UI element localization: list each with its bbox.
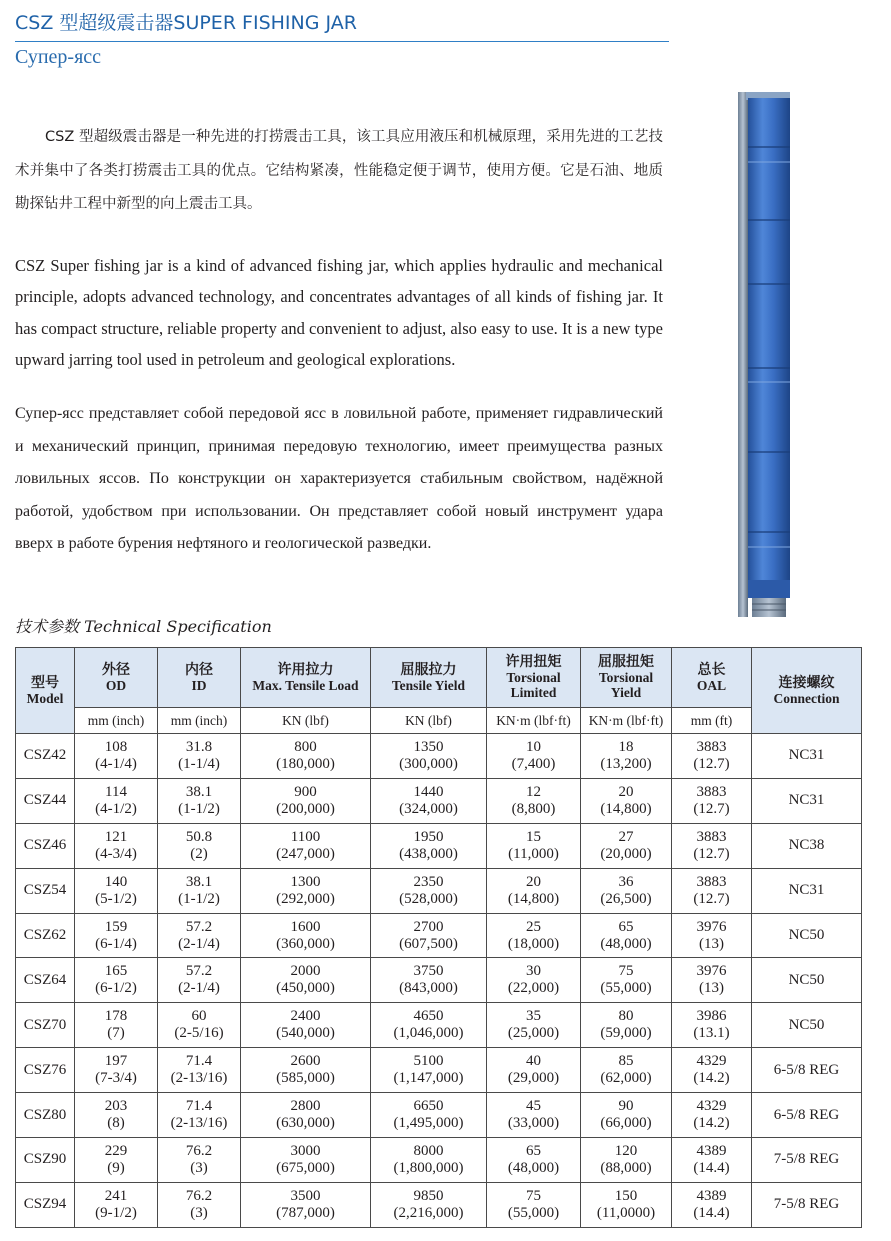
metric-value: 35 — [526, 1008, 541, 1025]
metric-value: 121 — [104, 828, 128, 845]
cell-tensile-load — [241, 1048, 371, 1093]
cell-od — [75, 734, 158, 779]
cell-tensile-yield — [371, 1093, 487, 1138]
cell-oal — [672, 823, 752, 868]
imperial-value: (5-1/2) — [95, 890, 137, 907]
cell-oal — [672, 1048, 752, 1093]
cell-torsional-yield — [581, 868, 672, 913]
imperial-value: (324,000) — [399, 800, 458, 817]
header-od: 外径 OD — [75, 648, 158, 708]
cell-od — [75, 1093, 158, 1138]
metric-value: 2600 — [290, 1053, 321, 1070]
table-row — [16, 1048, 862, 1093]
unit-od: mm (inch) — [75, 708, 158, 734]
cell-tensile-yield — [371, 868, 487, 913]
metric-value: 25 — [526, 918, 541, 935]
imperial-value: (7,400) — [511, 755, 556, 772]
cell-torsional-yield — [581, 913, 672, 958]
title-divider — [15, 41, 669, 42]
cell-connection: NC50 — [752, 958, 862, 1003]
metric-value: 1440 — [413, 783, 444, 800]
cell-oal — [672, 913, 752, 958]
cell-model: CSZ62 — [16, 913, 75, 958]
table-row — [16, 958, 862, 1003]
metric-value: 165 — [104, 963, 128, 980]
cell-tensile-load — [241, 868, 371, 913]
imperial-value: (14.4) — [693, 1204, 730, 1221]
metric-value: 3750 — [413, 963, 444, 980]
cell-id — [158, 1182, 241, 1227]
imperial-value: (59,000) — [600, 1025, 652, 1042]
metric-value: 40 — [526, 1053, 541, 1070]
metric-value: 3500 — [290, 1187, 321, 1204]
cell-oal — [672, 734, 752, 779]
cell-tensile-yield — [371, 958, 487, 1003]
metric-value: 140 — [104, 873, 128, 890]
unit-torsional-yield: KN·m (lbf·ft) — [581, 708, 672, 734]
cell-tensile-load — [241, 958, 371, 1003]
imperial-value: (18,000) — [507, 935, 560, 952]
imperial-value: (2,216,000) — [393, 1204, 464, 1221]
imperial-value: (630,000) — [276, 1115, 335, 1132]
imperial-value: (13,200) — [600, 755, 652, 772]
imperial-value: (585,000) — [276, 1070, 335, 1087]
cell-oal — [672, 868, 752, 913]
metric-value: 1100 — [290, 828, 321, 845]
cell-tensile-yield — [371, 913, 487, 958]
unit-id: mm (inch) — [158, 708, 241, 734]
cell-torsional-limited — [487, 913, 581, 958]
metric-value: 4650 — [413, 1008, 444, 1025]
imperial-value: (33,000) — [507, 1115, 560, 1132]
cell-torsional-limited — [487, 1003, 581, 1048]
imperial-value: (8,800) — [511, 800, 556, 817]
imperial-value: (607,500) — [399, 935, 458, 952]
metric-value: 4389 — [696, 1142, 727, 1159]
cell-id — [158, 1093, 241, 1138]
cell-torsional-limited — [487, 1048, 581, 1093]
table-row — [16, 868, 862, 913]
imperial-value: (300,000) — [399, 755, 458, 772]
metric-value: 178 — [104, 1008, 128, 1025]
metric-value: 38.1 — [185, 783, 213, 800]
cell-model: CSZ42 — [16, 734, 75, 779]
cell-tensile-yield — [371, 823, 487, 868]
metric-value: 2000 — [290, 963, 321, 980]
metric-value: 229 — [104, 1142, 128, 1159]
metric-value: 60 — [191, 1008, 207, 1025]
metric-value: 27 — [618, 828, 634, 845]
imperial-value: (7) — [107, 1025, 125, 1042]
imperial-value: (14,800) — [507, 890, 560, 907]
cell-torsional-yield — [581, 823, 672, 868]
cell-torsional-yield — [581, 1048, 672, 1093]
metric-value: 85 — [618, 1053, 634, 1070]
metric-value: 2800 — [290, 1098, 321, 1115]
metric-value: 3976 — [696, 963, 727, 980]
metric-value: 150 — [614, 1187, 638, 1204]
cell-tensile-load — [241, 1003, 371, 1048]
cell-id — [158, 1003, 241, 1048]
metric-value: 10 — [526, 738, 541, 755]
metric-value: 30 — [526, 963, 541, 980]
metric-value: 65 — [618, 918, 634, 935]
imperial-value: (450,000) — [276, 980, 335, 997]
header-connection: 连接螺纹 Connection — [752, 648, 862, 734]
cell-od — [75, 1048, 158, 1093]
imperial-value: (2-13/16) — [170, 1070, 228, 1087]
cell-tensile-load — [241, 1093, 371, 1138]
cell-torsional-yield — [581, 958, 672, 1003]
metric-value: 120 — [614, 1142, 638, 1159]
imperial-value: (55,000) — [600, 980, 652, 997]
metric-value: 3883 — [696, 873, 727, 890]
imperial-value: (1-1/4) — [178, 755, 220, 772]
metric-value: 80 — [618, 1008, 634, 1025]
cell-connection: NC31 — [752, 778, 862, 823]
metric-value: 1300 — [290, 873, 321, 890]
metric-value: 3883 — [696, 828, 727, 845]
imperial-value: (4-1/4) — [95, 755, 137, 772]
cell-tensile-yield — [371, 1048, 487, 1093]
cell-torsional-limited — [487, 778, 581, 823]
cell-tensile-load — [241, 1138, 371, 1183]
imperial-value: (3) — [190, 1204, 208, 1221]
cell-connection: 7-5/8 REG — [752, 1138, 862, 1183]
imperial-value: (14,800) — [600, 800, 652, 817]
metric-value: 3883 — [696, 738, 727, 755]
table-row — [16, 1182, 862, 1227]
cell-model: CSZ54 — [16, 868, 75, 913]
imperial-value: (843,000) — [399, 980, 458, 997]
imperial-value: (7-3/4) — [95, 1070, 137, 1087]
imperial-value: (360,000) — [276, 935, 335, 952]
metric-value: 900 — [294, 783, 317, 800]
imperial-value: (292,000) — [276, 890, 335, 907]
metric-value: 6650 — [413, 1098, 444, 1115]
metric-value: 800 — [294, 738, 317, 755]
cell-id — [158, 823, 241, 868]
metric-value: 1350 — [413, 738, 444, 755]
cell-model: CSZ46 — [16, 823, 75, 868]
header-torsional-limited: 许用扭矩 Torsional Limited — [487, 648, 581, 708]
cell-torsional-yield — [581, 778, 672, 823]
cell-torsional-limited — [487, 868, 581, 913]
cell-od — [75, 868, 158, 913]
cell-connection: 6-5/8 REG — [752, 1048, 862, 1093]
imperial-value: (26,500) — [600, 890, 652, 907]
metric-value: 18 — [618, 738, 634, 755]
cell-tensile-yield — [371, 1003, 487, 1048]
cell-oal — [672, 1138, 752, 1183]
metric-value: 159 — [104, 918, 128, 935]
imperial-value: (22,000) — [507, 980, 560, 997]
imperial-value: (62,000) — [600, 1070, 652, 1087]
cell-torsional-yield — [581, 1138, 672, 1183]
imperial-value: (1-1/2) — [178, 890, 220, 907]
table-row — [16, 1003, 862, 1048]
imperial-value: (11,0000) — [596, 1204, 656, 1221]
metric-value: 4329 — [696, 1098, 727, 1115]
metric-value: 4329 — [696, 1053, 727, 1070]
table-row — [16, 913, 862, 958]
imperial-value: (29,000) — [507, 1070, 560, 1087]
metric-value: 9850 — [413, 1187, 444, 1204]
metric-value: 1600 — [290, 918, 321, 935]
description-chinese: CSZ 型超级震击器是一种先进的打捞震击工具，该工具应用液压和机械原理，采用先进的工艺技术并集中了各类打捞震击工具的优点。它结构紧凑，性能稳定便于调节，使用方便。它是石油、地质勘探钻井工程中新型的向上震击工具。 — [15, 129, 663, 212]
cell-id — [158, 1138, 241, 1183]
imperial-value: (1,800,000) — [393, 1159, 464, 1176]
description-russian: Супер-ясс представляет собой передовой ясс в ловильной работе, применяет гидравлический и механический принцип, принимая передовую технологию, имеет преимущества разных ловильных яссов. По конструкции он характеризуется стабильным свойством, надёжной работой, удобством при использовании. Он представляет собой новый инструмент удара вверх в работе бурения нефтяного и геологической разведки. — [15, 405, 663, 553]
metric-value: 36 — [618, 873, 634, 890]
metric-value: 3986 — [696, 1008, 727, 1025]
metric-value: 20 — [618, 783, 634, 800]
cell-model: CSZ90 — [16, 1138, 75, 1183]
imperial-value: (6-1/4) — [95, 935, 137, 952]
table-row — [16, 823, 862, 868]
imperial-value: (540,000) — [276, 1025, 335, 1042]
cell-od — [75, 1003, 158, 1048]
imperial-value: (1,147,000) — [393, 1070, 464, 1087]
imperial-value: (787,000) — [276, 1204, 335, 1221]
unit-oal: mm (ft) — [672, 708, 752, 734]
header-id: 内径 ID — [158, 648, 241, 708]
cell-model: CSZ94 — [16, 1182, 75, 1227]
imperial-value: (12.7) — [693, 755, 730, 772]
cell-connection: NC31 — [752, 734, 862, 779]
cell-connection: 6-5/8 REG — [752, 1093, 862, 1138]
imperial-value: (12.7) — [693, 800, 730, 817]
metric-value: 65 — [526, 1142, 541, 1159]
imperial-value: (14.4) — [693, 1159, 730, 1176]
metric-value: 1950 — [413, 828, 444, 845]
imperial-value: (2) — [190, 845, 208, 862]
table-row — [16, 1093, 862, 1138]
cell-torsional-yield — [581, 1003, 672, 1048]
metric-value: 76.2 — [185, 1142, 213, 1159]
cell-od — [75, 823, 158, 868]
cell-od — [75, 1182, 158, 1227]
cell-torsional-yield — [581, 1093, 672, 1138]
spec-table — [15, 647, 862, 1228]
imperial-value: (1,495,000) — [393, 1115, 464, 1132]
cell-id — [158, 734, 241, 779]
imperial-value: (14.2) — [693, 1115, 730, 1132]
cell-id — [158, 778, 241, 823]
imperial-value: (247,000) — [276, 845, 335, 862]
metric-value: 114 — [105, 783, 127, 800]
cell-torsional-limited — [487, 1138, 581, 1183]
header-torsional-yield: 屈服扭矩 Torsional Yield — [581, 648, 672, 708]
page-subtitle: Супер-ясс — [15, 46, 102, 68]
metric-value: 108 — [104, 738, 128, 755]
imperial-value: (20,000) — [600, 845, 652, 862]
table-row — [16, 734, 862, 779]
imperial-value: (200,000) — [276, 800, 335, 817]
table-unit-row — [16, 708, 862, 734]
imperial-value: (55,000) — [507, 1204, 560, 1221]
metric-value: 71.4 — [185, 1098, 213, 1115]
imperial-value: (88,000) — [600, 1159, 652, 1176]
cell-tensile-load — [241, 913, 371, 958]
description-english: CSZ Super fishing jar is a kind of advanced fishing jar, which applies hydraulic and mechanical principle, adopts advanced technology, and concentrates advantages of all kinds of fishing jar. It has compact structure, reliable property and convenient to adjust, also easy to use. It is a new type upward jarring tool used in petroleum and geological explorations. — [15, 256, 663, 369]
cell-torsional-limited — [487, 823, 581, 868]
imperial-value: (6-1/2) — [95, 980, 137, 997]
imperial-value: (14.2) — [693, 1070, 730, 1087]
metric-value: 31.8 — [185, 738, 213, 755]
imperial-value: (2-13/16) — [170, 1115, 228, 1132]
header-oal: 总长 OAL — [672, 648, 752, 708]
metric-value: 90 — [618, 1098, 634, 1115]
metric-value: 4389 — [696, 1187, 727, 1204]
cell-model: CSZ80 — [16, 1093, 75, 1138]
imperial-value: (528,000) — [399, 890, 458, 907]
imperial-value: (3) — [190, 1159, 208, 1176]
header-tensile-yield: 屈服拉力 Tensile Yield — [371, 648, 487, 708]
cell-connection: NC38 — [752, 823, 862, 868]
metric-value: 12 — [526, 783, 541, 800]
imperial-value: (13) — [699, 980, 724, 997]
metric-value: 8000 — [413, 1142, 444, 1159]
metric-value: 5100 — [413, 1053, 444, 1070]
metric-value: 2700 — [413, 918, 444, 935]
imperial-value: (66,000) — [600, 1115, 652, 1132]
imperial-value: (1,046,000) — [393, 1025, 464, 1042]
cell-od — [75, 913, 158, 958]
table-header-row — [16, 648, 862, 708]
cell-tensile-yield — [371, 1138, 487, 1183]
cell-od — [75, 1138, 158, 1183]
imperial-value: (438,000) — [399, 845, 458, 862]
metric-value: 71.4 — [185, 1053, 213, 1070]
imperial-value: (2-1/4) — [178, 935, 220, 952]
metric-value: 3976 — [696, 918, 727, 935]
imperial-value: (48,000) — [600, 935, 652, 952]
unit-yield: KN (lbf) — [371, 708, 487, 734]
metric-value: 57.2 — [185, 918, 213, 935]
cell-tensile-load — [241, 1182, 371, 1227]
metric-value: 20 — [526, 873, 541, 890]
cell-tensile-load — [241, 823, 371, 868]
cell-tensile-yield — [371, 778, 487, 823]
cell-torsional-yield — [581, 734, 672, 779]
cell-model: CSZ44 — [16, 778, 75, 823]
cell-tensile-load — [241, 778, 371, 823]
imperial-value: (13) — [699, 935, 724, 952]
cell-od — [75, 778, 158, 823]
cell-torsional-limited — [487, 1093, 581, 1138]
cell-id — [158, 958, 241, 1003]
cell-tensile-yield — [371, 734, 487, 779]
cell-torsional-limited — [487, 734, 581, 779]
metric-value: 2350 — [413, 873, 444, 890]
cell-tensile-load — [241, 734, 371, 779]
metric-value: 3883 — [696, 783, 727, 800]
table-row — [16, 778, 862, 823]
cell-oal — [672, 778, 752, 823]
metric-value: 75 — [618, 963, 634, 980]
imperial-value: (675,000) — [276, 1159, 335, 1176]
metric-value: 15 — [526, 828, 541, 845]
imperial-value: (48,000) — [507, 1159, 560, 1176]
imperial-value: (8) — [107, 1115, 125, 1132]
imperial-value: (9-1/2) — [95, 1204, 137, 1221]
imperial-value: (11,000) — [508, 845, 559, 862]
imperial-value: (1-1/2) — [178, 800, 220, 817]
page-title: CSZ 型超级震击器SUPER FISHING JAR — [15, 12, 357, 34]
cell-torsional-limited — [487, 958, 581, 1003]
metric-value: 2400 — [290, 1008, 321, 1025]
cell-connection: NC50 — [752, 913, 862, 958]
imperial-value: (4-1/2) — [95, 800, 137, 817]
metric-value: 76.2 — [185, 1187, 213, 1204]
cell-model: CSZ70 — [16, 1003, 75, 1048]
cell-connection: 7-5/8 REG — [752, 1182, 862, 1227]
imperial-value: (13.1) — [693, 1025, 730, 1042]
cell-oal — [672, 1003, 752, 1048]
unit-tensile: KN (lbf) — [241, 708, 371, 734]
metric-value: 241 — [104, 1187, 128, 1204]
header-tensile-load: 许用拉力 Max. Tensile Load — [241, 648, 371, 708]
unit-torsional-limited: KN·m (lbf·ft) — [487, 708, 581, 734]
imperial-value: (25,000) — [507, 1025, 560, 1042]
cell-oal — [672, 1093, 752, 1138]
cell-oal — [672, 958, 752, 1003]
cell-model: CSZ64 — [16, 958, 75, 1003]
cell-od — [75, 958, 158, 1003]
cell-torsional-yield — [581, 1182, 672, 1227]
metric-value: 38.1 — [185, 873, 213, 890]
imperial-value: (2-1/4) — [178, 980, 220, 997]
cell-model: CSZ76 — [16, 1048, 75, 1093]
fishing-jar-illustration — [738, 92, 790, 617]
imperial-value: (9) — [107, 1159, 125, 1176]
table-body — [16, 734, 862, 1228]
cell-connection: NC50 — [752, 1003, 862, 1048]
imperial-value: (12.7) — [693, 845, 730, 862]
metric-value: 203 — [104, 1098, 128, 1115]
header-model: 型号 Model — [16, 648, 75, 734]
cell-id — [158, 868, 241, 913]
cell-id — [158, 913, 241, 958]
table-row — [16, 1138, 862, 1183]
metric-value: 3000 — [290, 1142, 321, 1159]
metric-value: 75 — [526, 1187, 541, 1204]
cell-tensile-yield — [371, 1182, 487, 1227]
cell-oal — [672, 1182, 752, 1227]
imperial-value: (2-5/16) — [174, 1025, 224, 1042]
spec-heading: 技术参数 Technical Specification — [15, 617, 272, 636]
metric-value: 197 — [104, 1053, 128, 1070]
imperial-value: (180,000) — [276, 755, 335, 772]
metric-value: 50.8 — [185, 828, 213, 845]
imperial-value: (4-3/4) — [95, 845, 137, 862]
page-footer-mark — [15, 1232, 55, 1233]
metric-value: 45 — [526, 1098, 541, 1115]
metric-value: 57.2 — [185, 963, 213, 980]
cell-torsional-limited — [487, 1182, 581, 1227]
cell-connection: NC31 — [752, 868, 862, 913]
imperial-value: (12.7) — [693, 890, 730, 907]
cell-id — [158, 1048, 241, 1093]
